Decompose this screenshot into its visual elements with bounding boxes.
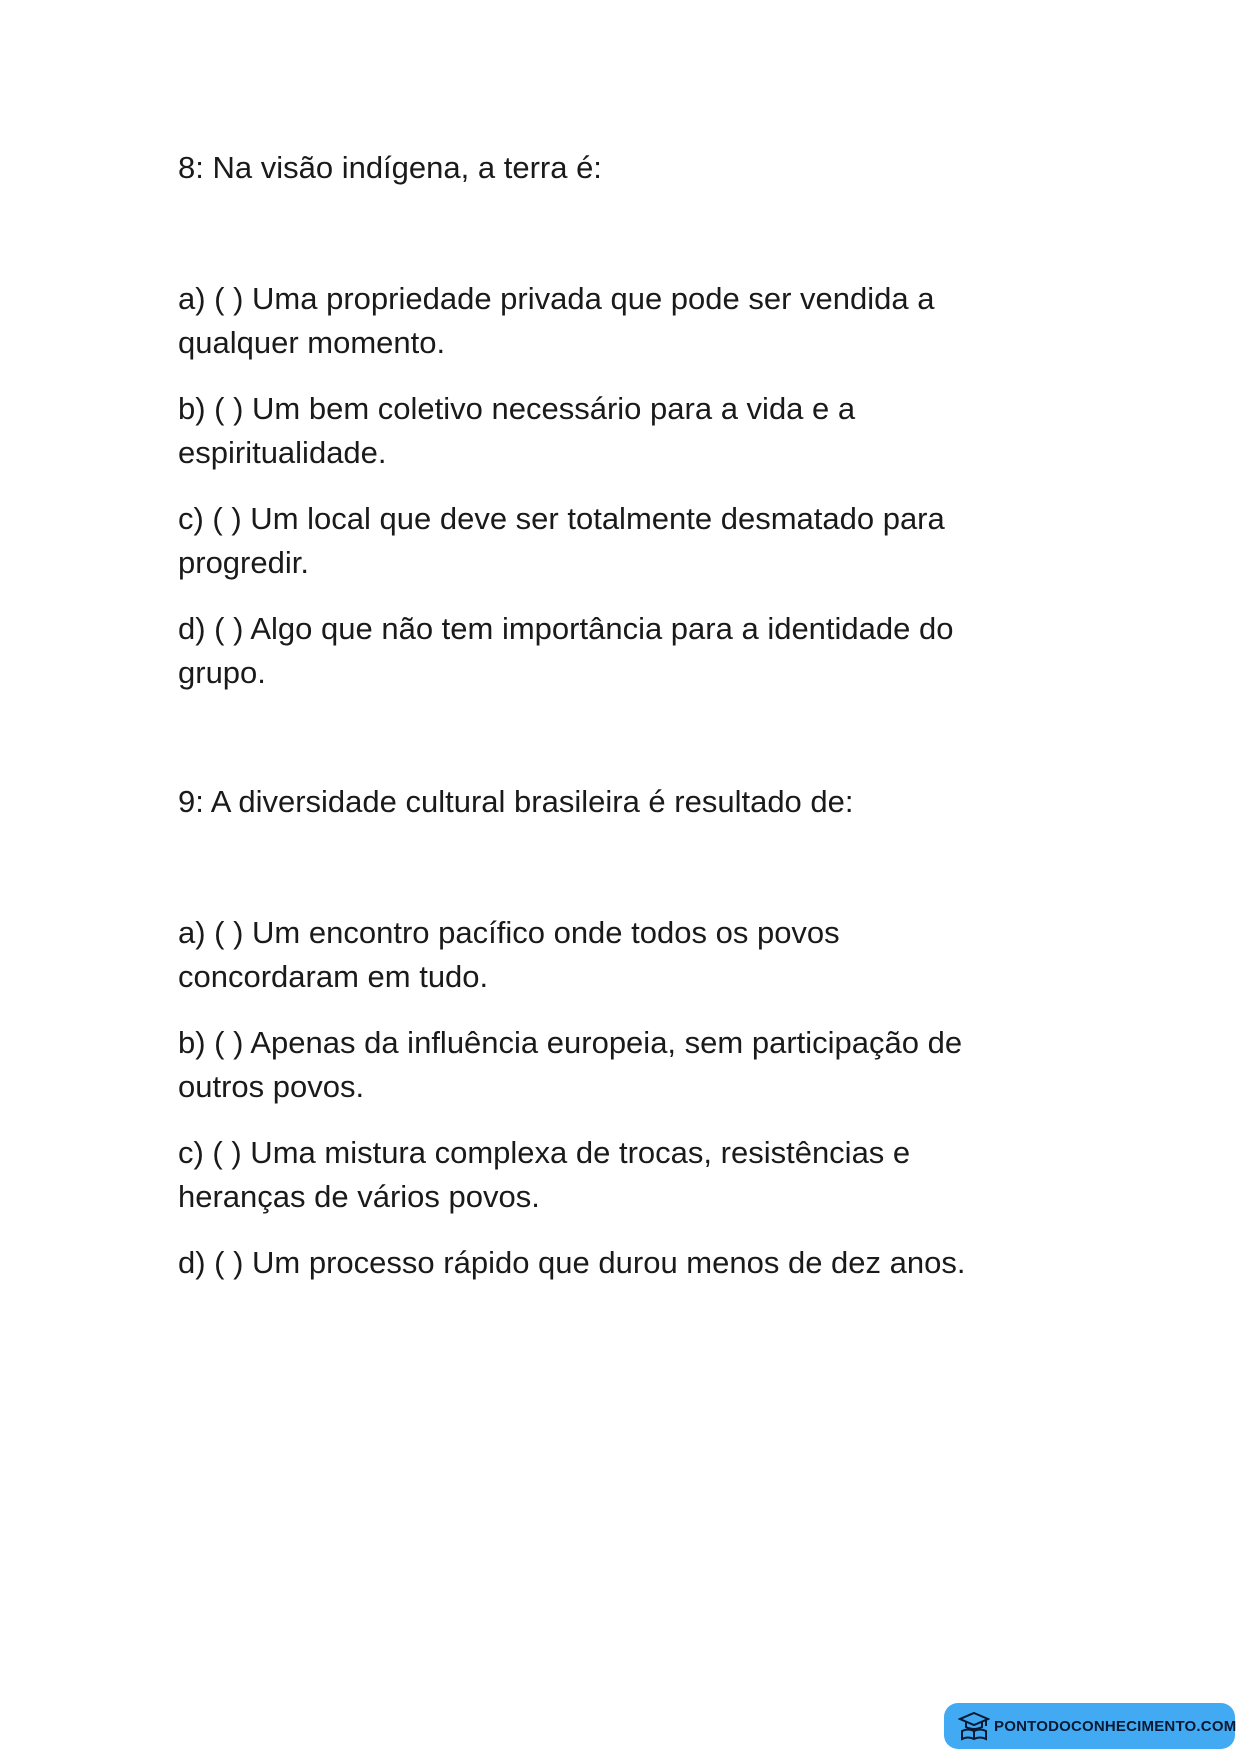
option-line: a) ( ) Um encontro pacífico onde todos os povos: [178, 915, 840, 950]
question-8-options: [178, 277, 1078, 717]
question-9-option-d: [178, 1241, 1078, 1285]
graduation-book-icon: [958, 1711, 990, 1741]
option-line: b) ( ) Um bem coletivo necessário para a vida e a: [178, 391, 856, 426]
question-8-prompt: 8: Na visão indígena, a terra é:: [178, 150, 602, 185]
option-line: concordaram em tudo.: [178, 959, 489, 994]
question-9-prompt: 9: A diversidade cultural brasileira é resultado de:: [178, 784, 854, 819]
question-9-option-a: [178, 911, 1078, 999]
option-line: espiritualidade.: [178, 435, 387, 470]
question-8-option-c: [178, 497, 1078, 585]
site-label: PONTODOCONHECIMENTO.COM: [994, 1717, 1237, 1735]
option-line: progredir.: [178, 545, 309, 580]
option-line: b) ( ) Apenas da influência europeia, sem participação de: [178, 1025, 963, 1060]
option-line: d) ( ) Um processo rápido que durou menos de dez anos.: [178, 1245, 966, 1280]
option-line: grupo.: [178, 655, 266, 690]
option-line: qualquer momento.: [178, 325, 446, 360]
option-line: c) ( ) Uma mistura complexa de trocas, resistências e: [178, 1135, 911, 1170]
option-line: heranças de vários povos.: [178, 1179, 540, 1214]
question-8-option-a: [178, 277, 1078, 365]
question-9-options: [178, 911, 1078, 1307]
question-9-option-b: [178, 1021, 1078, 1109]
option-line: c) ( ) Um local que deve ser totalmente desmatado para: [178, 501, 945, 536]
option-line: outros povos.: [178, 1069, 365, 1104]
option-line: a) ( ) Uma propriedade privada que pode ser vendida a: [178, 281, 935, 316]
site-link-badge[interactable]: [944, 1703, 1235, 1749]
question-8-option-b: [178, 387, 1078, 475]
question-9-option-c: [178, 1131, 1078, 1219]
question-8-option-d: [178, 607, 1078, 695]
option-line: d) ( ) Algo que não tem importância para a identidade do: [178, 611, 954, 646]
